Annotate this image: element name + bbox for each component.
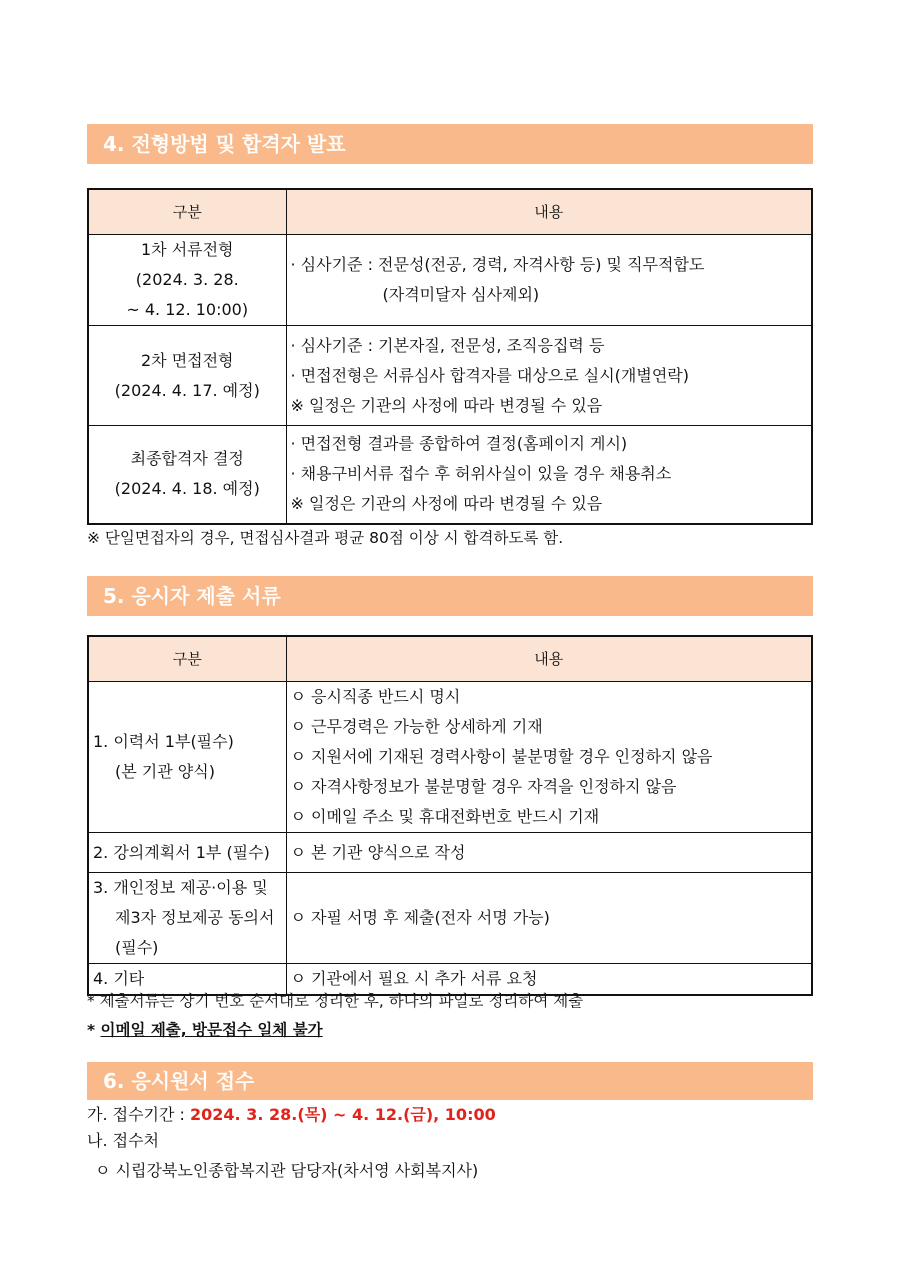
documents-table (87, 635, 813, 996)
s5-note-1: * 제출서류는 상기 번호 순서대로 정리한 후, 하나의 파일로 정리하여 제출 (87, 992, 584, 1010)
table-row (88, 326, 812, 426)
row-label: 4. 기타 (88, 964, 286, 996)
application-place-label: 나. 접수처 (87, 1131, 159, 1150)
col-content-header: 내용 (286, 189, 812, 235)
table-row (88, 682, 812, 833)
row-content: ㅇ 본 기관 양식으로 작성 (286, 833, 812, 873)
row-label: 2. 강의계획서 1부 (필수) (88, 833, 286, 873)
row-label: 1. 이력서 1부(필수) (본 기관 양식) (88, 682, 286, 833)
table-header-row (88, 636, 812, 682)
row-label: 2차 면접전형 (2024. 4. 17. 예정) (88, 326, 286, 426)
row-label: 1차 서류전형 (2024. 3. 28. ~ 4. 12. 10:00) (88, 235, 286, 326)
s4-footnote: ※ 단일면접자의 경우, 면접심사결과 평균 80점 이상 시 합격하도록 함. (87, 529, 564, 547)
table-row (88, 426, 812, 524)
col-division-header: 구분 (88, 636, 286, 682)
section-5-title: 5. 응시자 제출 서류 (87, 576, 813, 616)
table-row (88, 873, 812, 964)
row-content: · 심사기준 : 기본자질, 전문성, 조직응집력 등 · 면접전형은 서류심사 합격자를 대상으로 실시(개별연락) ※ 일정은 기관의 사정에 따라 변경될 수 있음 (286, 326, 812, 426)
row-content: ㅇ 응시직종 반드시 명시 ㅇ 근무경력은 가능한 상세하게 기재 ㅇ 지원서에 기재된 경력사항이 불분명할 경우 인정하지 않음 ㅇ 자격사항정보가 불분명할 경우 자격을 인정하지 않음 ㅇ 이메일 주소 및 휴대전화번호 반드시 기재 (286, 682, 812, 833)
row-label: 3. 개인정보 제공·이용 및 제3자 정보제공 동의서 (필수) (88, 873, 286, 964)
selection-method-table (87, 188, 813, 525)
row-content: · 심사기준 : 전문성(전공, 경력, 자격사항 등) 및 직무적합도 (자격미달자 심사제외) (286, 235, 812, 326)
table-header-row (88, 189, 812, 235)
col-content-header: 내용 (286, 636, 812, 682)
application-period: 가. 접수기간 : 2024. 3. 28.(목) ~ 4. 12.(금), 10:00 (87, 1105, 496, 1124)
table-row (88, 235, 812, 326)
application-place-value: ㅇ 시립강북노인종합복지관 담당자(차서영 사회복지사) (95, 1161, 479, 1180)
row-label: 최종합격자 결정 (2024. 4. 18. 예정) (88, 426, 286, 524)
section-6-title: 6. 응시원서 접수 (87, 1062, 813, 1100)
s5-note-2: * 이메일 제출, 방문접수 일체 불가 (87, 1021, 323, 1039)
section-4-title: 4. 전형방법 및 합격자 발표 (87, 124, 813, 164)
table-row (88, 833, 812, 873)
no-email-visit-notice: 이메일 제출, 방문접수 일체 불가 (100, 1021, 323, 1039)
row-content: ㅇ 자필 서명 후 제출(전자 서명 가능) (286, 873, 812, 964)
col-division-header: 구분 (88, 189, 286, 235)
application-period-value: 2024. 3. 28.(목) ~ 4. 12.(금), 10:00 (190, 1105, 496, 1124)
row-content: ㅇ 기관에서 필요 시 추가 서류 요청 (286, 964, 812, 996)
row-content: · 면접전형 결과를 종합하여 결정(홈페이지 게시) · 채용구비서류 접수 후 허위사실이 있을 경우 채용취소 ※ 일정은 기관의 사정에 따라 변경될 수 있음 (286, 426, 812, 524)
